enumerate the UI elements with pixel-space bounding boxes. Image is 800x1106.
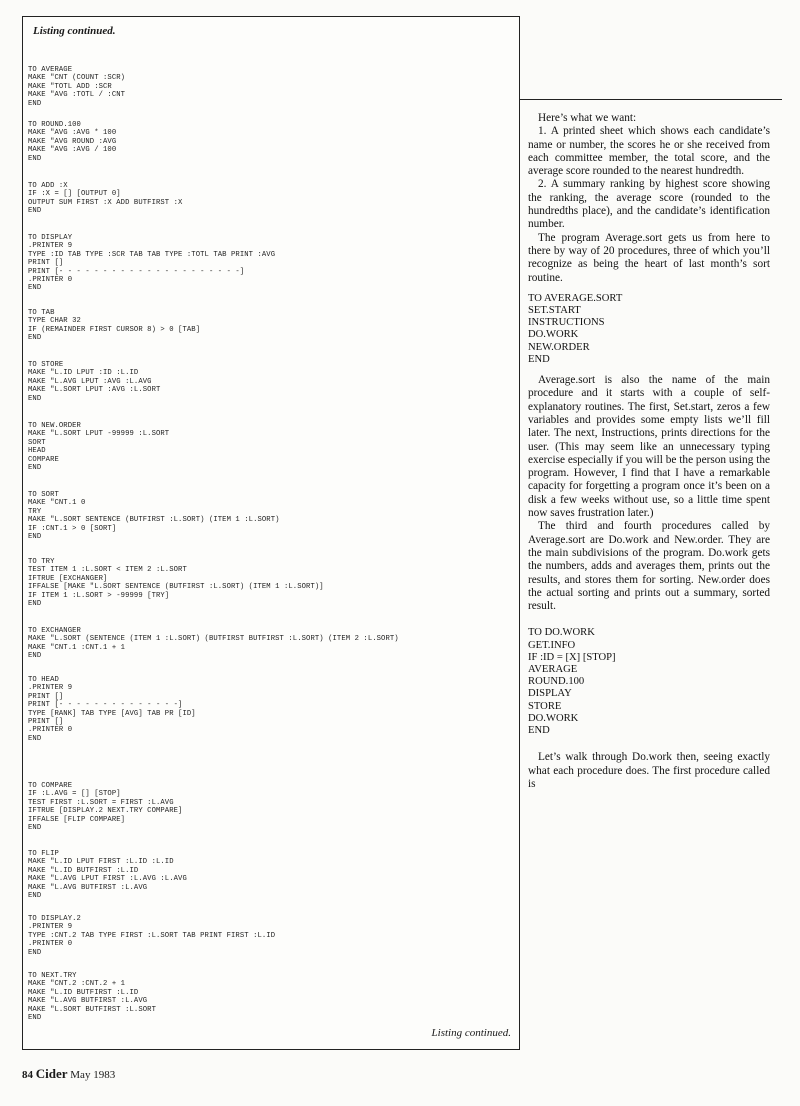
listing-continued-header: Listing continued. bbox=[33, 25, 116, 37]
article-list-item-2: 2. A summary ranking by highest score showing the ranking, the average score (rounded to the hundredths place), and the candidate’s identification number. bbox=[528, 178, 770, 231]
issue-date: May 1983 bbox=[70, 1069, 116, 1081]
listing-continued-footer: Listing continued. bbox=[431, 1027, 511, 1039]
article-paragraph-3: The program Average.sort gets us from here to there by way of 20 procedures, three of which you’ll recognize as being the heart of last month’s sort routine. bbox=[528, 231, 770, 284]
code-average: TO AVERAGE MAKE "CNT (COUNT :SCR) MAKE "TOTL ADD :SCR MAKE "AVG :TOTL / :CNT END bbox=[28, 66, 126, 108]
code-exchanger: TO EXCHANGER MAKE "L.SORT (SENTENCE (ITEM 1 :L.SORT) (BUTFIRST BUTFIRST :L.SORT) (ITEM 2 :L.SORT) MAKE "CNT.1 :CNT.1 + 1 END bbox=[28, 627, 399, 661]
code-add: TO ADD :X IF :X = [] [OUTPUT 0] OUTPUT SUM FIRST :X ADD BUTFIRST :X END bbox=[28, 182, 183, 216]
article-intro: Here’s what we want: bbox=[538, 112, 637, 124]
code-compare: TO COMPARE IF :L.AVG = [] [STOP] TEST FIRST :L.SORT = FIRST :L.AVG IFTRUE [DISPLAY.2 NEXT.TRY COMPARE] IFFALSE [FLIP COMPARE] END bbox=[28, 782, 183, 833]
article-paragraph-5: The third and fourth procedures called by Average.sort are Do.work and New.order. They are the main subdivisions of the program. Do.work gets the numbers, adds and averages them, prints out the results, and stores them for sorting. New.order does the actual sorting and prints out a summary, sorted result. bbox=[528, 520, 770, 613]
page-number: 84 bbox=[22, 1069, 33, 1081]
magazine-logo: Cider bbox=[35, 1066, 68, 1081]
code-display-2: TO DISPLAY.2 .PRINTER 9 TYPE :CNT.2 TAB TYPE FIRST :L.SORT TAB PRINT FIRST :L.ID .PRINTER 0 END bbox=[28, 915, 276, 957]
article-paragraph-6: Let’s walk through Do.work then, seeing exactly what each procedure does. The first procedure called is bbox=[528, 751, 770, 790]
page-footer bbox=[22, 1066, 115, 1082]
code-flip: TO FLIP MAKE "L.ID LPUT FIRST :L.ID :L.ID MAKE "L.ID BUTFIRST :L.ID MAKE "L.AVG LPUT FIRST :L.AVG :L.AVG MAKE "L.AVG BUTFIRST :L.AVG END bbox=[28, 850, 187, 901]
article-code-average-sort: TO AVERAGE.SORT SET.START INSTRUCTIONS DO.WORK NEW.ORDER END bbox=[528, 292, 623, 365]
code-tab: TO TAB TYPE CHAR 32 IF (REMAINDER FIRST CURSOR 8) > 0 [TAB] END bbox=[28, 309, 201, 343]
code-display: TO DISPLAY .PRINTER 9 TYPE :ID TAB TYPE :SCR TAB TAB TYPE :TOTL TAB PRINT :AVG PRINT [] PRINT [- - - - - - - - - - - - - - - - - - - - -] .PRINTER 0 END bbox=[28, 234, 276, 293]
article-column bbox=[528, 112, 770, 791]
code-store: TO STORE MAKE "L.ID LPUT :ID :L.ID MAKE "L.AVG LPUT :AVG :L.AVG MAKE "L.SORT LPUT :AVG :L.SORT END bbox=[28, 361, 161, 403]
code-sort: TO SORT MAKE "CNT.1 0 TRY MAKE "L.SORT SENTENCE (BUTFIRST :L.SORT) (ITEM 1 :L.SORT) IF :CNT.1 > 0 [SORT] END bbox=[28, 491, 280, 542]
article-list-item-1: 1. A printed sheet which shows each candidate’s name or number, the scores he or she received from each committee member, the total score, and the average score rounded to the nearest hundredth. bbox=[528, 125, 770, 178]
article-code-do-work: TO DO.WORK GET.INFO IF :ID = [X] [STOP] AVERAGE ROUND.100 DISPLAY STORE DO.WORK END bbox=[528, 627, 616, 737]
article-paragraph-4: Average.sort is also the name of the main procedure and it starts with a couple of self-explanatory routines. The first, Set.start, zeros a few variables and provides some empty lists we’ll fill later. The next, Instructions, prints directions for the user. (This may seem like an unnecessary typing exercise especially if you will be the person using the program. However, I find that I have a remarkable capacity for forgetting a program once it’s been on a disk a few weeks without use, so a little time spent now saves frustration later.) bbox=[528, 374, 770, 520]
code-head: TO HEAD .PRINTER 9 PRINT [] PRINT [- - - - - - - - - - - - - -] TYPE [RANK] TAB TYPE [AVG] TAB PR [ID] PRINT [] .PRINTER 0 END bbox=[28, 676, 196, 743]
code-next-try: TO NEXT.TRY MAKE "CNT.2 :CNT.2 + 1 MAKE "L.ID BUTFIRST :L.ID MAKE "L.AVG BUTFIRST :L.AVG MAKE "L.SORT BUTFIRST :L.SORT END bbox=[28, 972, 156, 1023]
code-new-order: TO NEW.ORDER MAKE "L.SORT LPUT -99999 :L.SORT SORT HEAD COMPARE END bbox=[28, 422, 170, 473]
code-try: TO TRY TEST ITEM 1 :L.SORT < ITEM 2 :L.SORT IFTRUE [EXCHANGER] IFFALSE [MAKE "L.SORT SENTENCE (BUTFIRST :L.SORT) (ITEM 1 :L.SORT)] IF ITEM 1 :L.SORT > -99999 [TRY] END bbox=[28, 558, 324, 609]
code-round-100: TO ROUND.100 MAKE "AVG :AVG * 100 MAKE "AVG ROUND :AVG MAKE "AVG :AVG / 100 END bbox=[28, 121, 117, 163]
column-top-rule bbox=[520, 99, 782, 100]
